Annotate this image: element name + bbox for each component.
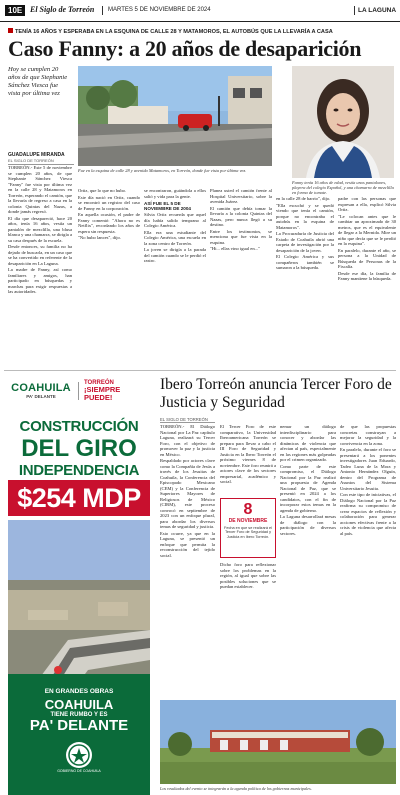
paragraph: Silvia Ortiz recuerda que aquel día había salido temprano al Colegio América. [144,212,206,228]
story-column-2 [78,188,140,364]
section-name: LA LAGUNA [358,7,397,14]
date-highlight-text: Fecha en que se realizará el Tercer Foro de Seguridad y Justicia en Ibero Torreón. [224,526,272,539]
paragraph: se encontraron, guiándola a ellos salió y vida para la gente. [144,188,206,199]
paragraph: en la calle 28 de barrio", dijo. [276,196,331,201]
second-column-1 [160,424,215,696]
ad-banner-bottom: PA' DELANTE [29,717,129,734]
paragraph: padre con las personas que expresan a ella, explicó Silvia Ortiz. [338,196,396,212]
portrait-photo [292,66,394,178]
state-logo-tagline: PA' DELANTE [26,394,56,399]
seal-text: GOBIERNO DE COAHUILA [57,769,101,773]
government-seal-icon [66,742,92,768]
page-number-badge: 10E [5,5,25,16]
paragraph: "Hi... ellas vino igual en..." [210,246,260,251]
section-divider [4,370,396,371]
second-headline: Ibero Torreón anuncia Tercer Foro de Justicia y Seguridad [160,376,392,411]
story-column-3 [144,188,206,364]
paragraph: Este día nació en Ortiz, cuando se encontró un registro del caso de Fanny en la corporación. [78,194,140,211]
paragraph: Ortiz, que lo que no hubo. [78,188,127,193]
paragraph: La Laguna desarrollará mesas de diálogo con la participación de diversos sectores. [280,514,336,536]
paragraph: El Tercer Foro de este comparativo, la Universidad Iberoamericana Torreón se prepara para llevar a cabo el III Foro de Seguridad y Justicia en la Ibero Torreón el próximo viernes 8 de noviembre. Este foro reunirá a actores clave de los sectores empresarial, académico y social. [220,424,276,484]
author-name: GUADALUPE MIRANDA [8,152,65,158]
paragraph: La joven se dirigía a la parada del camión cuando se le perdió el rastro. [144,247,206,263]
ad-banner [8,674,150,795]
paragraph: TORREÓN.- Este 5 de noviembre se cumplen 20 años, de que Stephanie Sánchez Viesca "Fanny" fue vista por última vez en la calle 28 y Matamoros en Torreón, esperando el camión, que la llevaría de regreso a casa en la colonia Quintas del Nazas, a donde jamás regresó. [8,165,72,214]
paragraph: En paralelo, durante el año, se persona a la Unidad de Búsqueda de Personas de la Fiscalía. [338,247,396,269]
masthead-logo: El Siglo de Torreón [30,5,95,14]
story-kicker: TENÍA 16 AÑOS Y ESPERABA EN LA ESQUINA DE CALLE 28 Y MATAMOROS, EL AUTOBÚS QUE LA LLEVARÍA A CASA [8,28,396,35]
paragraph: Ella era una estudiante del Colegio América, una escuela en la zona centro de Torreón. [144,229,206,246]
paragraph: El día que desapareció, hace 20 años, tenía 16 años, vestía un pantalón de mezclilla, una blusa blanca y una chamarra, se dirigía a su casa después de la escuela. [8,215,72,243]
second-column-3 [280,424,336,696]
paragraph: de que las propuestas concretas construyan a mejorar la seguridad y la convivencia en la zona. [340,424,396,446]
paragraph: Esto ocurre, ya que en la Laguna, se presentó un enfoque que permita la reconstrucción del tejido social. [160,530,215,558]
paragraph: nemar un diálogo interdisciplinario para conocer y abordar las dinámicas de violencia que afectan al país, especialmente en las regiones más golpeadas por el crimen organizado. [280,424,336,462]
paragraph: Desde entonces, su familia no ha dejado de buscarla, en un caso que se ha convertido en referente de la desaparición en La Laguna. [8,244,72,266]
city-logo-tagline: ¡SIEMPRE PUEDE! [84,385,121,402]
paragraph: Como parte de este compromiso, el Diálogo Nacional por la Paz realizó una propuesta de Agenda Nacional de Paz, que se presentó en 2024 a los candidatos, con el fin de incorporar estos temas en la agenda de gobierno. [280,463,336,513]
story-column-1 [8,165,72,365]
date-highlight-number: 8 [243,501,253,518]
paragraph: La madre de Fanny, así como familiares y amigos, han participado en búsquedas y marchas para exigir respuestas a las autoridades. [8,267,72,294]
logo-divider [78,382,79,400]
second-byline: EL SIGLO DE TORREÓN [160,417,215,423]
second-column-2b [220,562,276,696]
paragraph: En aquella ocasión, el padre de Fanny comentó: "Ahora no es Netflix", recordando los años de espera sin respuesta. [78,212,140,234]
city-logo [84,380,148,402]
author-org: EL SIGLO DE TORREÓN [8,158,74,165]
paragraph: Dicho foro para reflexionar sobre los problemas en la región, al igual que sobre las posibles soluciones que se puedan establecer. [220,562,276,589]
square-bullet-icon [8,28,13,33]
story-summary: Hoy se cumplen 20 años de que Stephanie Sánchez Viesca fue vista por última vez [8,66,68,97]
second-column-4 [340,424,396,696]
story-column-5 [276,196,334,364]
ibero-campus-photo [160,700,396,784]
government-advertisement [4,374,154,795]
paragraph: Desde ese día, la familia de Fanny mantiene la búsqueda. [338,270,396,281]
paragraph: "Ella escuchó y se quedó viendo que tenía el camión, porque no encontraba el autobús en la esquina de Matamoros". [276,202,334,230]
ad-banner-top: EN GRANDES OBRAS [44,688,114,695]
paragraph: Planea usted el camión frente al Hospital Universitario, sobre la avenida Juárez. [210,188,272,204]
paragraph: TORREÓN.- El Diálogo Nacional por La Paz capítulo Laguna, realizará su Tercer Foro, con el objetivo de promover la paz y la justicia en México. [160,424,215,457]
ad-title-line-3: INDEPENDENCIA [18,462,140,479]
date-highlight-month: DE NOVIEMBRE [228,518,268,524]
ad-banner-middle: TIENE RUMBO Y ES [50,712,108,718]
paragraph: La Procuraduría de Justicia del Estado de Coahuila abrió una carpeta de investigación por la desaparición de la joven. [276,231,334,253]
city-logo-name: TORREÓN [84,380,114,386]
byline [8,152,74,165]
photo-caption: Los resultados del evento se integrarán a la agenda política de los gobiernos municipales. [160,786,312,791]
paragraph: Entre los testimonios, se menciona que fue vista en la esquina. [210,228,272,245]
story-column-4 [210,188,272,364]
date-highlight-box [220,498,276,558]
state-logo-name: COAHUILA [11,382,71,394]
paragraph: Con este tipo de iniciativas, el Diálogo Nacional por la Paz reafirma su compromiso de crear espacios de reflexión y colaboración para generar acciones efectivas frente a la crisis de violencia que afecta al país. [340,492,396,536]
ad-title-line-1: CONSTRUCCIÓN [19,418,139,435]
second-column-2 [220,424,276,494]
page-header [0,0,400,22]
ad-amount: $254 MDP [8,480,150,516]
divider-bar [102,6,103,15]
paragraph: Respaldado por actores clave como la Compañía de Jesús a través de los Jesuitas de Coahuila, la Conferencia del Episcopado Mexicano (CEM) y la Conferencia de Superiores Mayores de Religiosos de México (CIRM), este proceso convocó en septiembre de 2023 con un enfoque plural, para abordar los diversos temas de seguridad y justicia. [160,458,215,529]
paragraph: El camión que debía tomar la llevaría a la colonia Quintas del Nazas, pero nunca llegó a su destino. [210,205,272,227]
subheading: ASÍ FUE EL 5 DE NOVIEMBRE DE 2004 [144,201,191,211]
issue-date: MARTES 5 DE NOVIEMBRE DE 2024 [108,7,211,13]
ad-banner-state: COAHUILA [44,697,114,712]
divider-bar [354,6,355,15]
photo-caption: Fue en la esquina de calle 28 y avenida Matamoros, en Torreón, donde fue vista por última vez. [78,168,247,173]
state-logo [10,382,72,399]
paragraph: En paralelo, durante el foro se presentará a los ponentes investigadores Juan Eduardo, Tadeo Luna de la Mora y Antonio Hernández Olguín, dentro del Programa de Asuntos del Sistema Universitario Jesuita. [340,447,396,491]
paragraph: "Le colocan antes que le cambiar un aproximado de 30 metros, que es el equivalente de llegar a la Mernida. Mire un niño que decía que se le perdió en la esquina". [338,213,396,246]
paragraph: El Colegio América y sus compañeros también se sumaron a la búsqueda. [276,254,334,270]
photo-caption: Fanny tenía 16 años de edad, vestía unos pantalones, playera del colegio Español, y una chamarra de mezclilla en forma de tomate. [292,180,394,195]
paragraph: "No hubo lances", dijo. [78,235,121,240]
street-corner-photo [78,66,272,166]
ad-title-line-2: DEL GIRO [21,435,137,462]
story-column-6 [338,196,396,364]
story-headline: Caso Fanny: a 20 años de desaparición [8,36,362,61]
